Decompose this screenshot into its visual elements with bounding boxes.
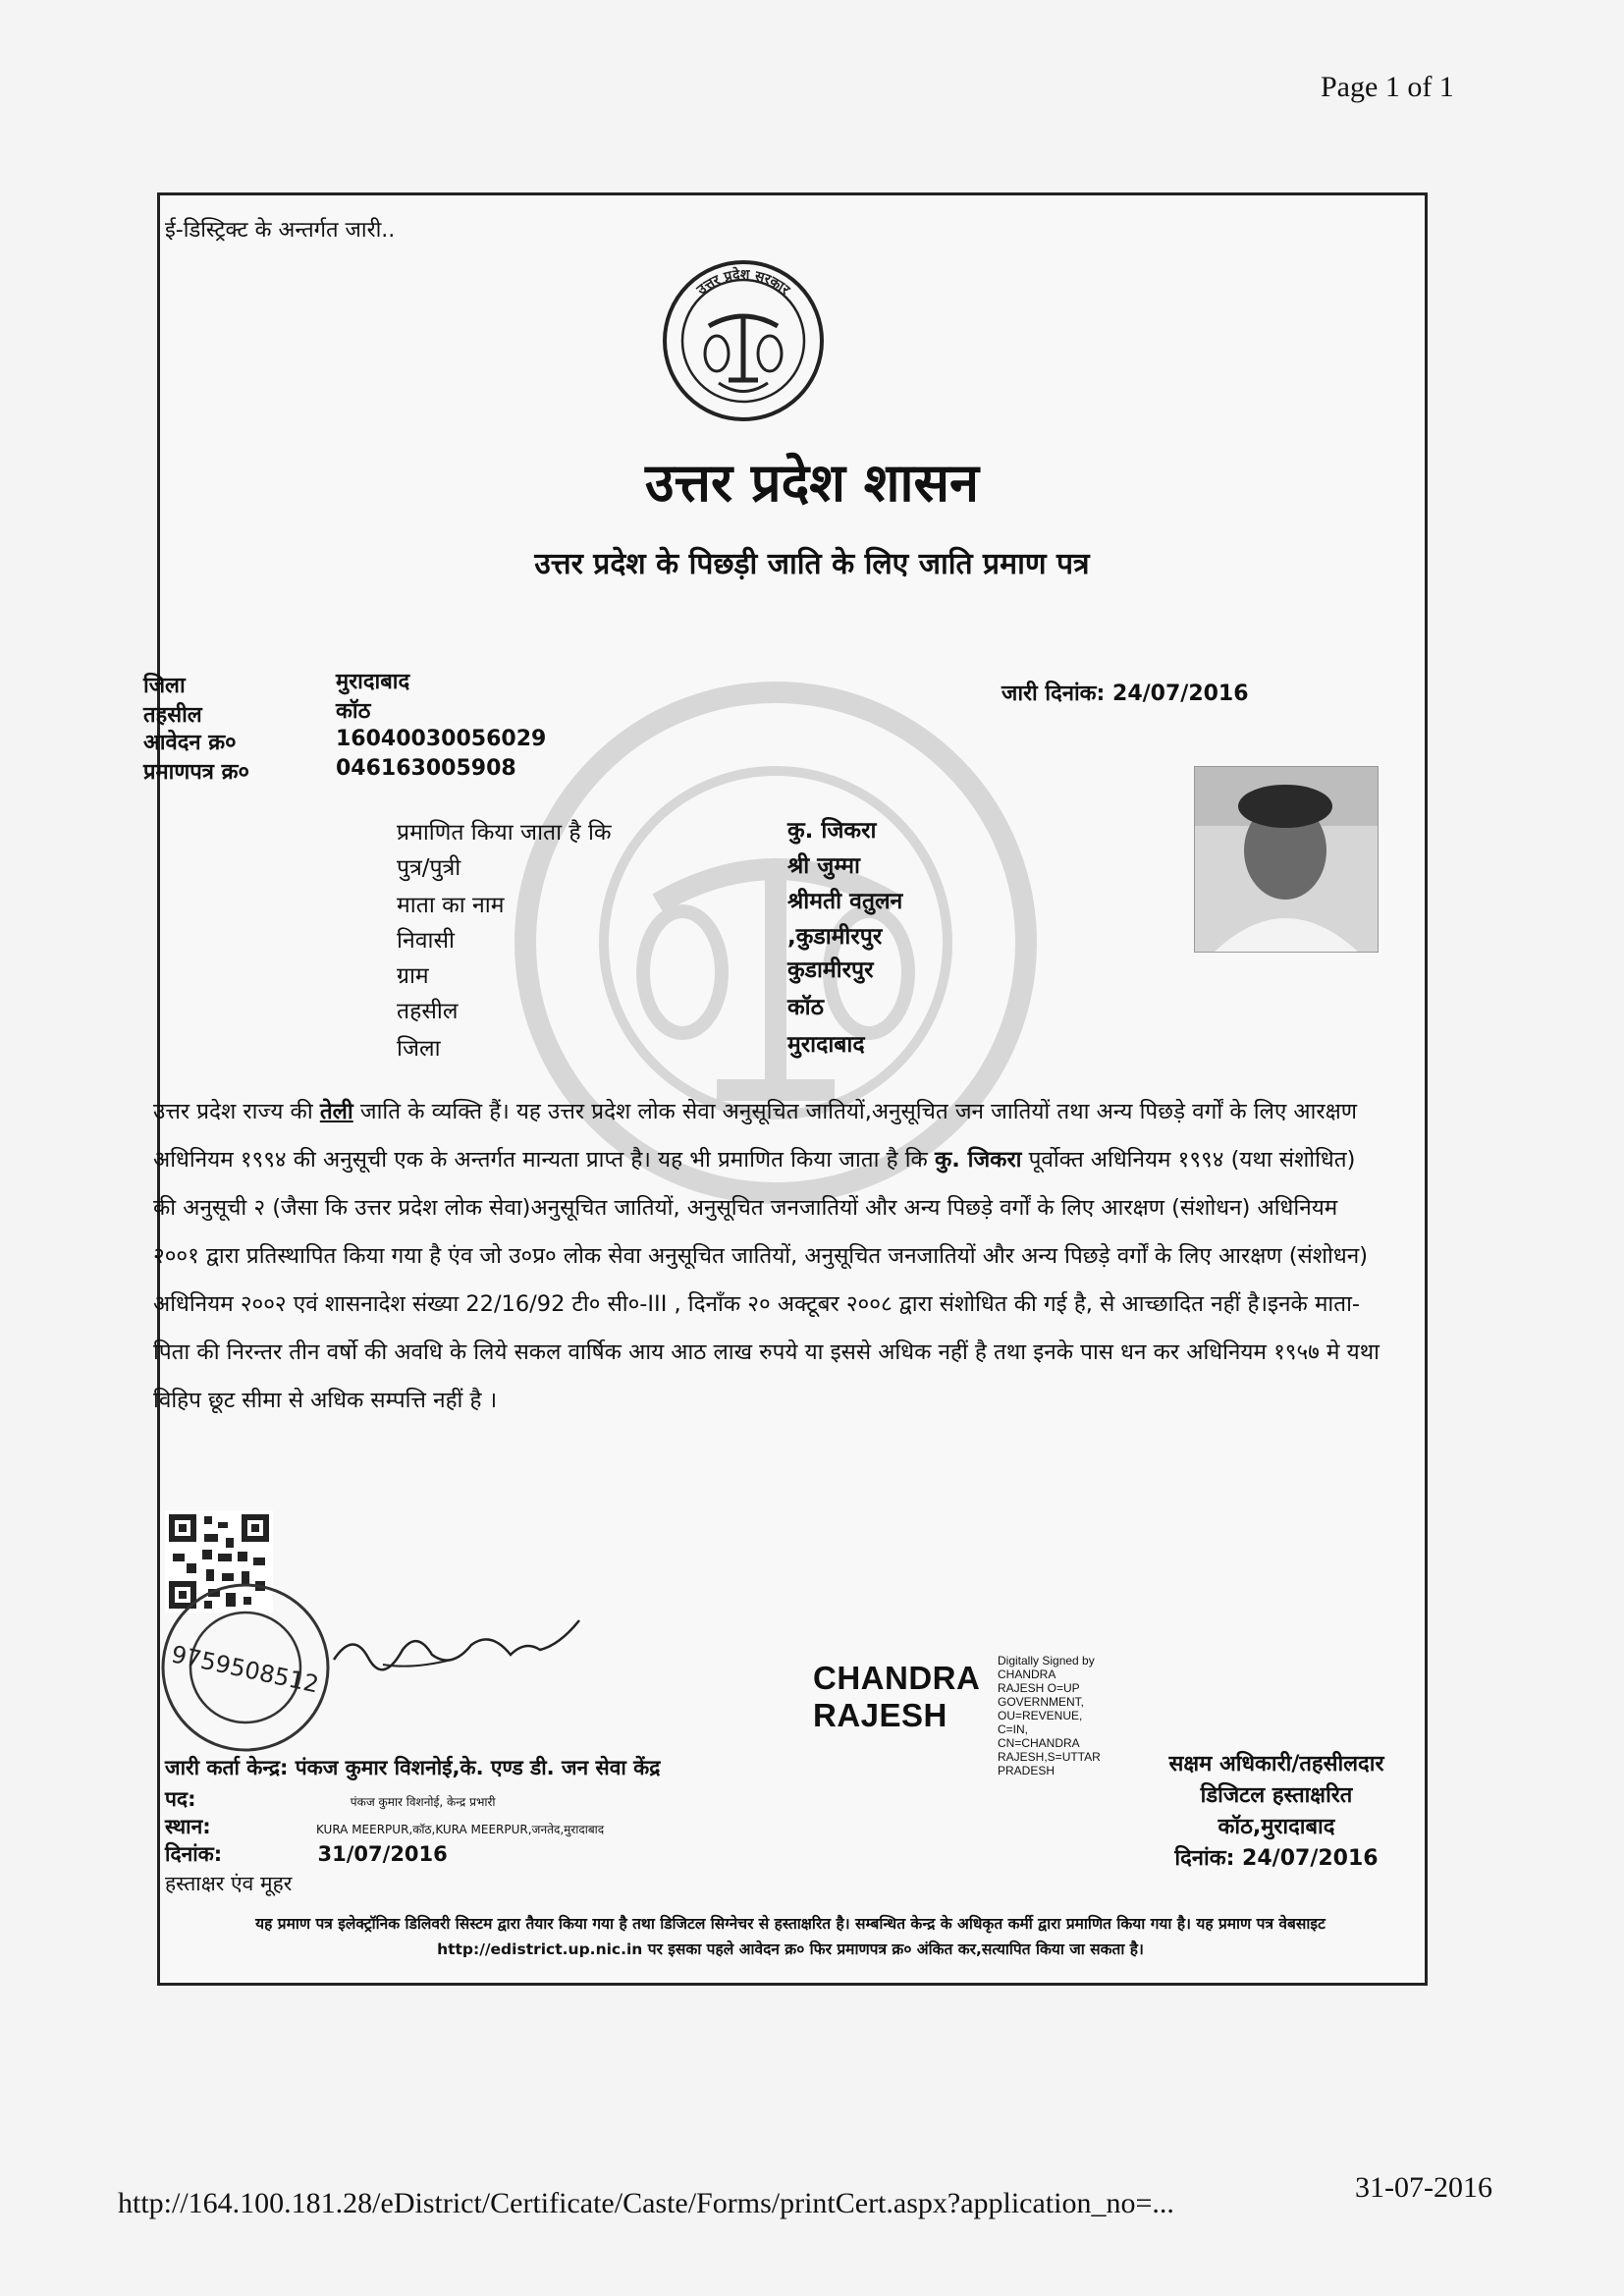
ds-line: RAJESH O=UP <box>998 1681 1080 1695</box>
certificate-body <box>153 1088 1380 1425</box>
applicant-name: कु. जिकरा <box>787 818 877 844</box>
application-no-label: आवेदन क्र० <box>143 731 237 755</box>
centre-place <box>165 1813 604 1840</box>
handwritten-signature <box>324 1611 589 1689</box>
district-detail-label: जिला <box>397 1036 441 1062</box>
applicant-photo <box>1194 766 1379 953</box>
government-heading: उत्तर प्रदेश शासन <box>645 452 979 514</box>
issuing-centre-label: जारी कर्ता केन्द्र: <box>165 1756 289 1779</box>
centre-place-value: KURA MEERPUR,कॉठ,KURA MEERPUR,जनतेद,मुरादाबाद <box>315 1823 605 1836</box>
jan-seva-kendra-seal <box>157 1579 334 1756</box>
ds-line: CN=CHANDRA <box>998 1736 1080 1750</box>
ds-line: OU=REVENUE, <box>998 1709 1083 1722</box>
ds-line: CHANDRA <box>998 1667 1056 1681</box>
centre-place-label: स्थान: <box>165 1815 211 1838</box>
body-applicant-name: कु. जिकरा <box>934 1147 1022 1173</box>
issuing-centre-name: पंकज कुमार विशनोई,के. एण्ड डी. जन सेवा केंद्र <box>295 1756 661 1779</box>
certificate-no-value: 046163005908 <box>336 756 516 781</box>
authority-date: दिनांक: 24/07/2016 <box>1174 1846 1379 1871</box>
tehsil-detail-value: कॉठ <box>787 995 824 1020</box>
centre-post-label: पद: <box>165 1787 196 1811</box>
digital-signature-details <box>998 1654 1101 1777</box>
tehsil-value: कॉठ <box>336 699 371 724</box>
centre-post-value: पंकज कुमार विशनोई, केन्द्र प्रभारी <box>350 1795 496 1809</box>
issuing-centre <box>165 1754 660 1781</box>
svg-text:उत्तर प्रदेश सरकार: उत्तर प्रदेश सरकार <box>693 266 793 299</box>
issued-under-text: ई-डिस्ट्रिक्ट के अन्तर्गत जारी.. <box>165 218 396 243</box>
body-part-4: पूर्वोक्त अधिनियम १९९४ (यथा संशोधित) की अनुसूची २ (जैसा कि उत्तर प्रदेश लोक सेवा)अनुसूचित जातियों, अनुसूचित जनजातियों और अन्य पिछड़े वर्गों के लिए आरक्षण (संशोधन) अधिनियम २००१ द्वारा प्रतिस्थापित किया गया है एंव जो उ०प्र० लोक सेवा अनुसूचित जातियों, अनुसूचित जनजातियों और अन्य पिछड़े वर्गों के लिए आरक्षण (संशोधन) अधिनियम २००२ एवं शासनादेश संख्या 22/16/92 टी० सी०-III , दिनाँक २० अक्टूबर २००८ द्वारा संशोधित की गई है, से आच्छादित नहीं है।इनके माता-पिता की निरन्तर तीन वर्षो की अवधि के लिये सकल वार्षिक आय आठ लाख रुपये या इससे अधिक नहीं है तथा इनके पास धन कर अधिनियम १९५७ मे यथा विहिप छूट सीमा से अधिक सम्पत्ति नहीं है । <box>153 1147 1380 1413</box>
centre-date <box>165 1840 448 1868</box>
village-value: कुडामीरपुर <box>787 957 874 983</box>
father-name: श्री जुम्मा <box>787 853 860 879</box>
body-part-1: उत्तर प्रदेश राज्य की <box>153 1099 313 1124</box>
print-date: 31-07-2016 <box>1355 2171 1492 2204</box>
district-label: जिला <box>143 674 186 698</box>
centre-post <box>165 1785 496 1813</box>
centre-sign-label: हस्ताक्षर एंव मूहर <box>165 1872 293 1895</box>
authority-location: कॉठ,मुरादाबाद <box>1218 1815 1335 1839</box>
resident-value: ,कुडामीरपुर <box>787 924 883 950</box>
up-government-emblem <box>660 257 827 424</box>
signer-first-name: CHANDRA <box>813 1660 981 1696</box>
body-part-2: जाति के व्यक्ति हैं। यह उत्तर प्रदेश लोक सेवा अनुसूचित जातियों,अनुसूचित जन जातियों तथा अन्य पिछड़े वर्गों के लिए आरक्षण अधिनियम १९९४ की अनुसूची एक के अन्तर्गत मान्यता प्राप्त है। <box>153 1099 1358 1173</box>
certificate-title: उत्तर प्रदेश के पिछड़ी जाति के लिए जाति प्रमाण पत्र <box>534 547 1090 581</box>
ds-line: Digitally Signed by <box>998 1654 1095 1667</box>
mother-label: माता का नाम <box>397 893 505 918</box>
tehsil-label: तहसील <box>143 703 202 728</box>
mother-name: श्रीमती वतुलन <box>787 889 903 914</box>
district-detail-value: मुरादाबाद <box>787 1032 865 1058</box>
certify-label: प्रमाणित किया जाता है कि <box>397 820 612 846</box>
ds-line: PRADESH <box>998 1764 1056 1777</box>
caste-name: तेली <box>319 1099 353 1124</box>
centre-date-value: 31/07/2016 <box>317 1842 448 1866</box>
centre-date-label: दिनांक: <box>165 1842 223 1866</box>
authority-digital-signed: डिजिटल हस्ताक्षरित <box>1200 1783 1353 1808</box>
ds-line: C=IN, <box>998 1722 1029 1736</box>
tehsil-detail-label: तहसील <box>397 999 459 1024</box>
svg-text:9759508512: 9759508512 <box>168 1640 322 1699</box>
certificate-no-label: प्रमाणपत्र क्र० <box>143 760 249 785</box>
verification-footnote: यह प्रमाण पत्र इलेक्ट्रॉनिक डिलिवरी सिस्टम द्वारा तैयार किया गया है तथा डिजिटल सिग्नेचर से हस्ताक्षरित है। सम्बन्धित केन्द्र के अधिकृत कर्मी द्वारा प्रमाणित किया गया है। यह प्रमाण पत्र वेबसाइट http://edistrict.up.nic.in पर इसका पहले आवेदन क्र० फिर प्रमाणपत्र क्र० अंकित कर,सत्यापित किया जा सकता है। <box>255 1915 1326 1958</box>
village-label: ग्राम <box>397 963 429 989</box>
ds-line: GOVERNMENT, <box>998 1695 1085 1709</box>
district-value: मुरादाबाद <box>336 670 410 694</box>
parent-label: पुत्र/पुत्री <box>397 855 461 881</box>
resident-label: निवासी <box>397 928 455 954</box>
page-number: Page 1 of 1 <box>1321 71 1454 103</box>
print-url: http://164.100.181.28/eDistrict/Certificate/Caste/Forms/printCert.aspx?application_no=... <box>118 2187 1174 2219</box>
signer-last-name: RAJESH <box>813 1697 947 1733</box>
body-part-3: यह भी प्रमाणित किया जाता है कि <box>658 1147 928 1173</box>
authority-title: सक्षम अधिकारी/तहसीलदार <box>1168 1752 1384 1777</box>
application-no-value: 16040030056029 <box>336 727 547 751</box>
ds-line: RAJESH,S=UTTAR <box>998 1750 1101 1764</box>
issue-date: जारी दिनांक: 24/07/2016 <box>1001 682 1249 706</box>
